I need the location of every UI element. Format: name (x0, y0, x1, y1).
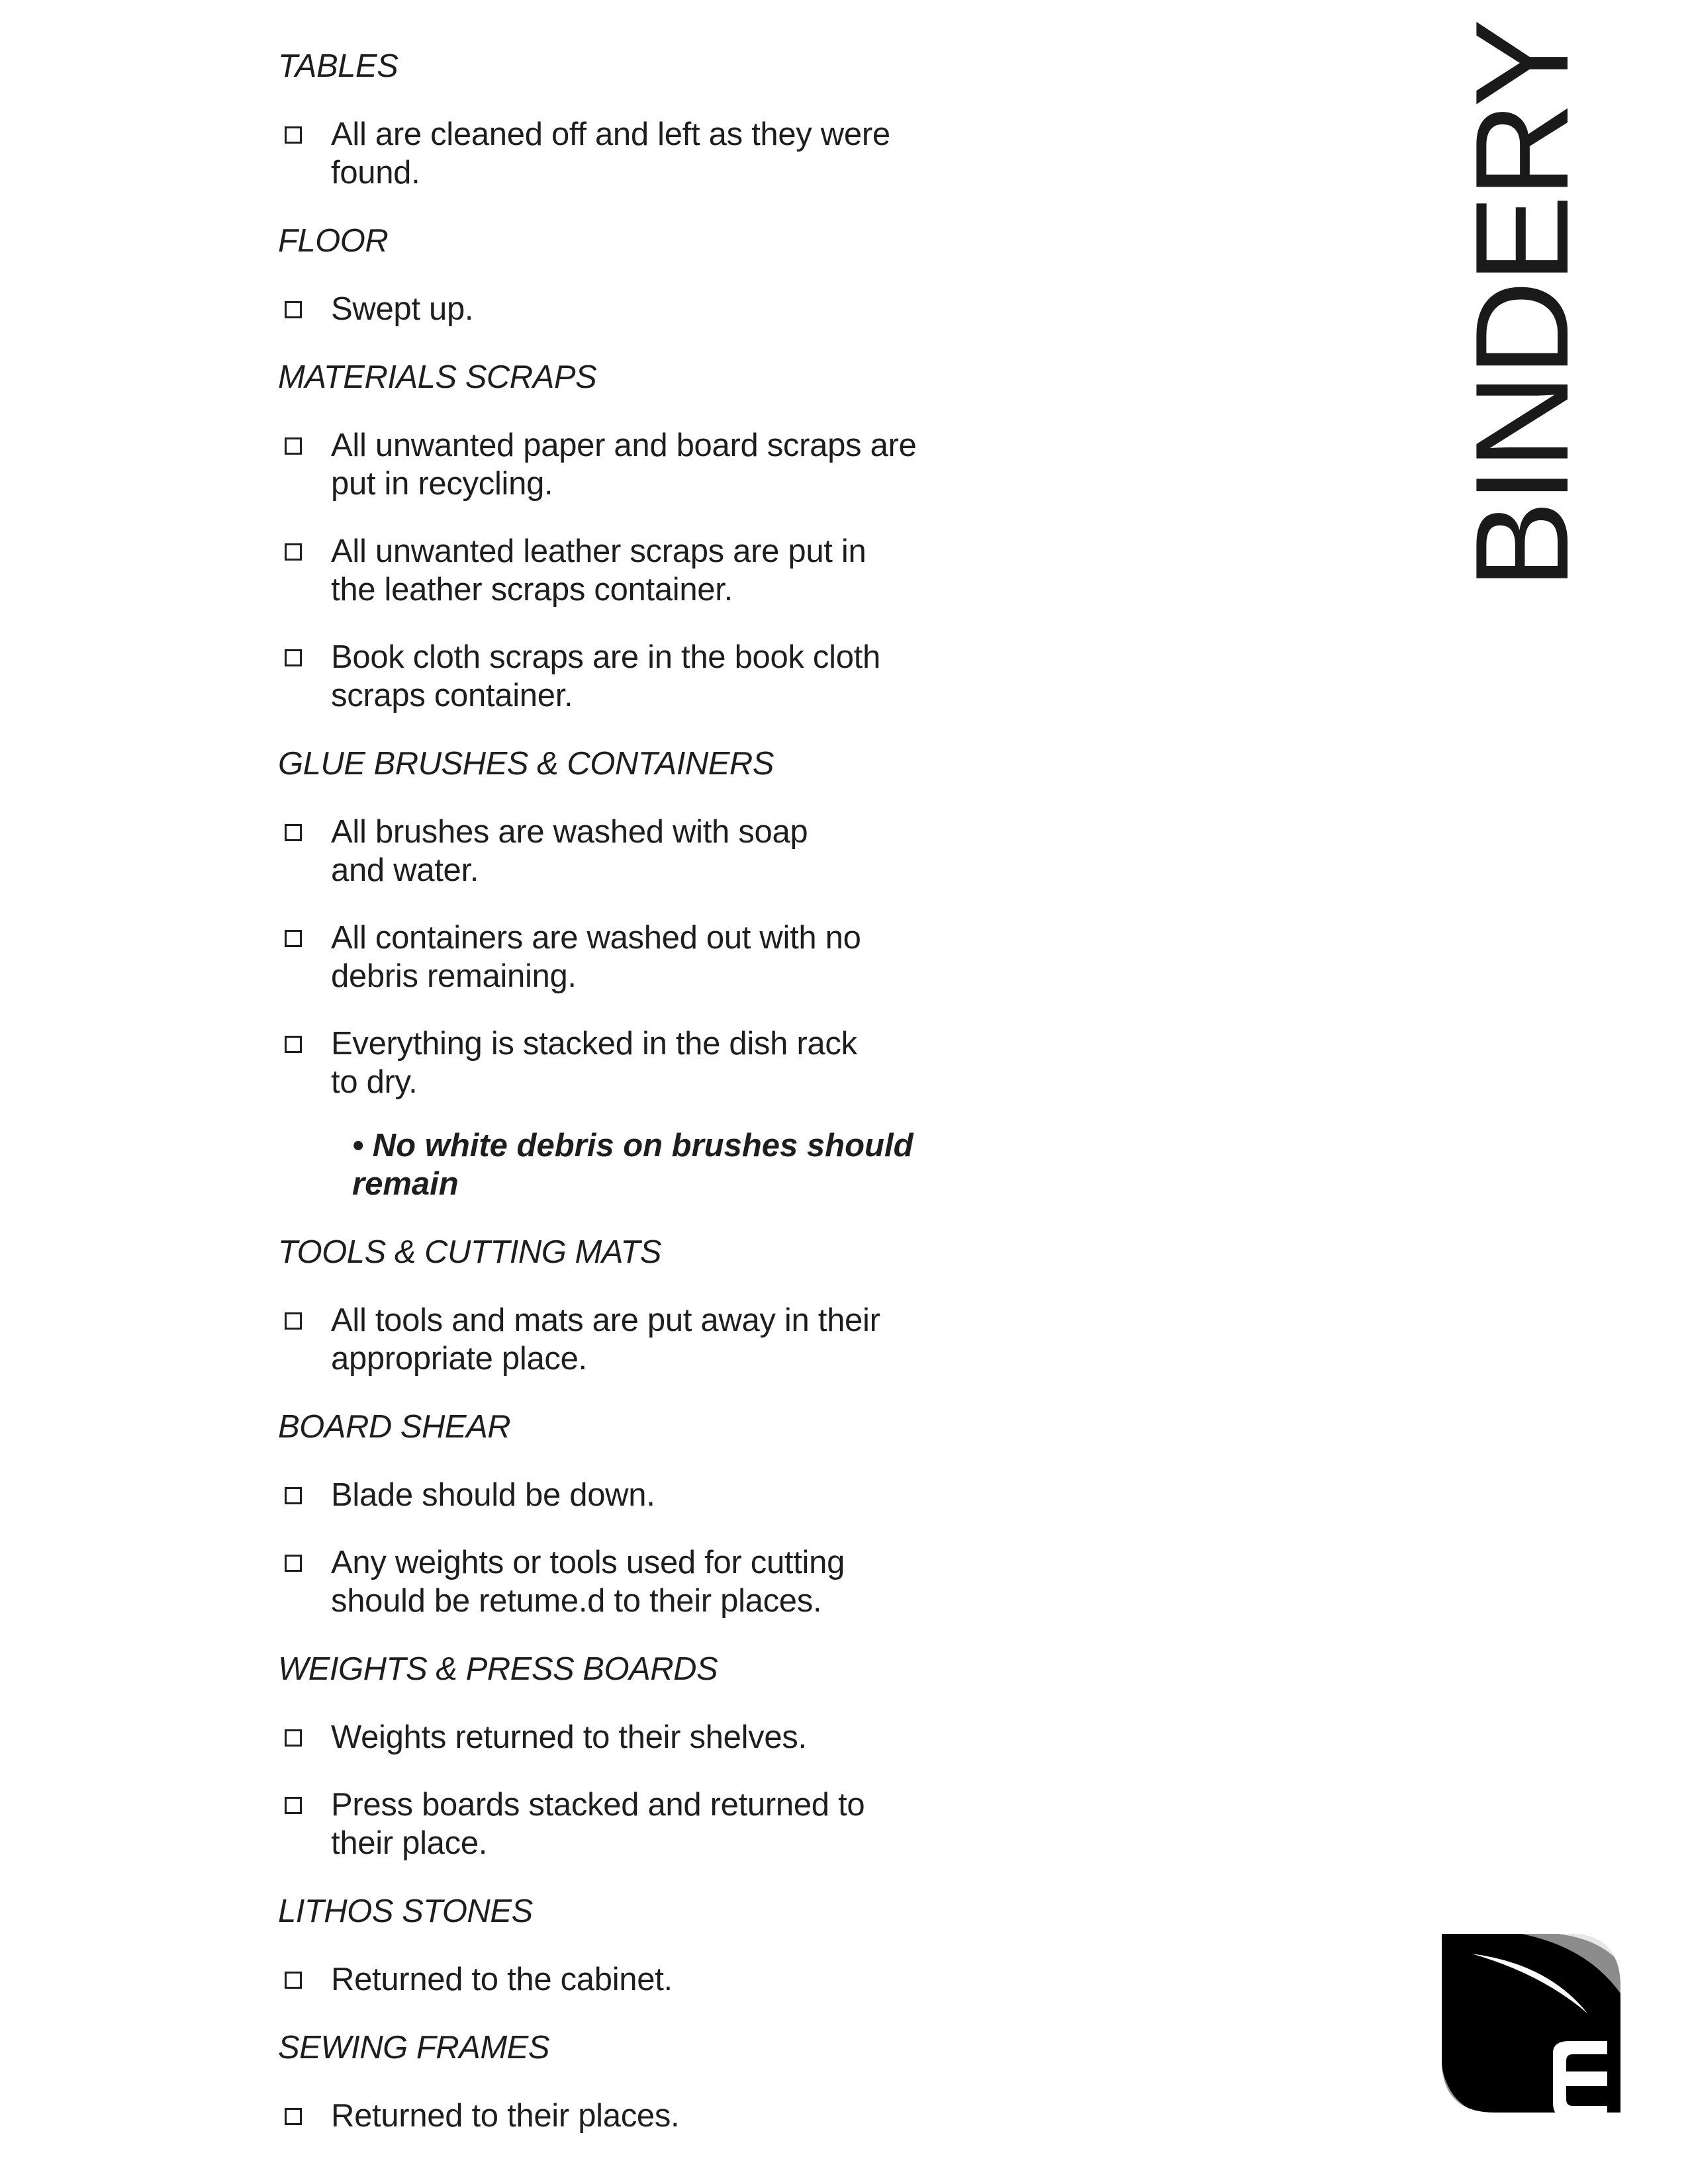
checklist-item (278, 1301, 993, 1378)
checklist-items (278, 1301, 993, 1378)
checklist-items (278, 813, 993, 1101)
checklist-section (278, 1649, 993, 1862)
section-title: BOARD SHEAR (278, 1409, 511, 1445)
section-title: MATERIALS SCRAPS (278, 359, 597, 395)
section-title: GLUE BRUSHES & CONTAINERS (278, 746, 774, 782)
checklist-item-text: Everything is stacked in the dish rack to dry. (331, 1026, 857, 1100)
checklist-item (278, 919, 993, 995)
checklist-item-text: Any weights or tools used for cutting should be retume.d to their places. (331, 1545, 845, 1619)
checklist-section (278, 46, 993, 192)
checklist-section (278, 221, 993, 328)
checklist-items (278, 426, 993, 715)
section-title: FLOOR (278, 223, 389, 259)
checklist-item-text: Returned to the cabinet. (331, 1962, 673, 1997)
checklist-item (278, 2097, 993, 2135)
section-title: TOOLS & CUTTING MATS (278, 1234, 661, 1270)
checklist-item-text: Weights returned to their shelves. (331, 1719, 807, 1755)
checklist (278, 46, 993, 2164)
checklist-item (278, 1718, 993, 1756)
checklist-items (278, 115, 993, 192)
checklist-item-text: All unwanted paper and board scraps are put in recycling. (331, 428, 917, 502)
section-title: TABLES (278, 48, 399, 84)
checklist-items (278, 1476, 993, 1620)
checklist-item (278, 426, 993, 503)
checklist-item-text: Book cloth scraps are in the book cloth scraps container. (331, 639, 880, 713)
section-title: SEWING FRAMES (278, 2030, 550, 2066)
section-title: LITHOS STONES (278, 1893, 533, 1929)
checklist-item (278, 115, 993, 192)
page-side-title: BINDERY (1448, 21, 1596, 589)
checklist-section (278, 744, 993, 1203)
checklist-item-text: All containers are washed out with no debris remaining. (331, 920, 861, 994)
checkbox[interactable] (285, 930, 302, 947)
checklist-items (278, 1960, 993, 1999)
checklist-item-text: All unwanted leather scraps are put in the leather scraps container. (331, 533, 867, 608)
checkbox[interactable] (285, 824, 302, 841)
checklist-item-text: Swept up. (331, 291, 474, 327)
checklist-item (278, 638, 993, 715)
checklist-item (278, 1960, 993, 1999)
checklist-section (278, 1891, 993, 1999)
checkbox[interactable] (285, 126, 302, 144)
checkbox[interactable] (285, 1036, 302, 1053)
checklist-item (278, 532, 993, 609)
checklist-item (278, 813, 993, 889)
checklist-item-text: All brushes are washed with soap and water. (331, 814, 808, 888)
checklist-items (278, 290, 993, 328)
checkbox[interactable] (285, 1487, 302, 1504)
checklist-item-text: Returned to their places. (331, 2098, 680, 2134)
checklist-item (278, 1476, 993, 1514)
checklist-item (278, 1024, 993, 1101)
checklist-section (278, 1232, 993, 1378)
checklist-section (278, 1407, 993, 1620)
checklist-item (278, 1543, 993, 1620)
checklist-item-text: All are cleaned off and left as they were found. (331, 116, 890, 191)
bullet-note: • No white debris on brushes should remain (352, 1128, 914, 1202)
checkbox[interactable] (285, 1312, 302, 1330)
checklist-item (278, 1786, 993, 1862)
checkbox[interactable] (285, 649, 302, 666)
checklist-items (278, 2097, 993, 2135)
checkbox[interactable] (285, 543, 302, 561)
checkbox[interactable] (285, 1972, 302, 1989)
checklist-item-text: All tools and mats are put away in their appropriate place. (331, 1302, 880, 1377)
checklist-items (278, 1718, 993, 1862)
checkbox[interactable] (285, 1797, 302, 1814)
checkbox[interactable] (285, 1729, 302, 1747)
section-title: WEIGHTS & PRESS BOARDS (278, 1651, 718, 1687)
checkbox[interactable] (285, 437, 302, 455)
checklist-section (278, 357, 993, 715)
checkbox[interactable] (285, 2108, 302, 2125)
halftone-m-logo-icon (1442, 1934, 1620, 2113)
checklist-item-text: Press boards stacked and returned to their place. (331, 1787, 865, 1861)
checkbox[interactable] (285, 1555, 302, 1572)
checklist-item-text: Blade should be down. (331, 1477, 655, 1513)
checklist-item (278, 290, 993, 328)
checkbox[interactable] (285, 301, 302, 318)
checklist-section (278, 2028, 993, 2135)
